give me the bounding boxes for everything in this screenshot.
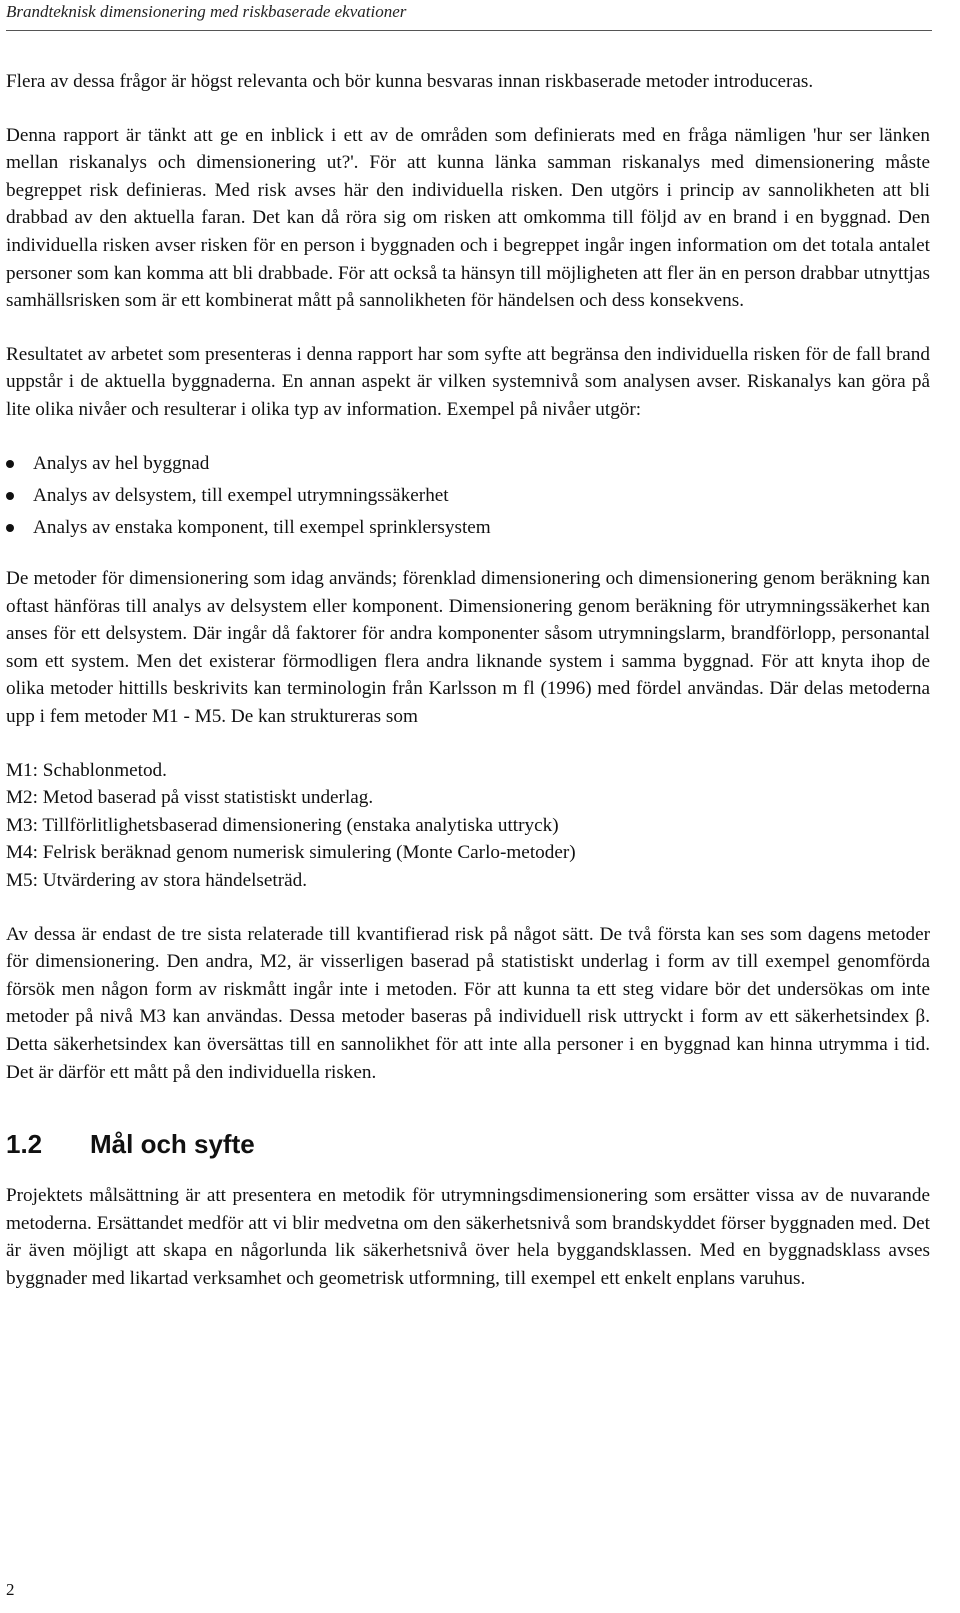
- document-body: [6, 68, 930, 1319]
- paragraph-project-goal: Projektets målsättning är att presentera en metodik för utrymningsdimensionering som ersätter vissa av de nuvarande metoderna. Ersättandet medför att vi blir medvetna om den säkerhetsnivå som brandskyddet förser byggnaden med. Det är även möjligt att skapa en någorlunda lik säkerhetsnivå över hela byggandsklassen. Med en byggnadsklass avses byggnader med likartad verksamhet och geometrisk utformning, till exempel ett enkelt enplans varuhus.: [6, 1185, 930, 1289]
- header-divider: [6, 30, 932, 31]
- method-item: M1: Schablonmetod.: [6, 759, 167, 781]
- list-item-text: Analys av delsystem, till exempel utrymningssäkerhet: [33, 484, 449, 506]
- section-number: 1.2: [6, 1129, 43, 1160]
- list-item: [6, 450, 930, 478]
- bullet-icon: [6, 492, 14, 500]
- page-number: 2: [6, 1580, 15, 1599]
- method-item: M2: Metod baserad på visst statistiskt underlag.: [6, 787, 374, 809]
- list-item: [6, 514, 930, 542]
- method-item: M5: Utvärdering av stora händelseträd.: [6, 870, 308, 892]
- bullet-icon: [6, 460, 14, 468]
- paragraph-system-levels: Resultatet av arbetet som presenteras i denna rapport har som syfte att begränsa den individuella risken för de fall brand uppstår i de aktuella byggnaderna. En annan aspekt är vilken systemnivå som analysen avser. Riskanalys kan göra på lite olika nivåer och resulterar i olika typ av information. Exempel på nivåer utgör:: [6, 343, 930, 420]
- method-item: M3: Tillförlitlighetsbaserad dimensionering (enstaka analytiska uttryck): [6, 814, 559, 836]
- paragraph-quantified-risk: Av dessa är endast de tre sista relaterade till kvantifierad risk på något sätt. De två första kan ses som dagens metoder för dimensionering. Den andra, M2, är visserligen baserad på statistiskt underlag i form av till exempel genomförda försök men någon form av riskmått ingår inte i metoden. För att kunna ta ett steg vidare bör det undersökas om inte metoder på nivå M3 kan användas. Dessa metoder baseras på individuell risk uttryckt i form av ett säkerhetsindex β. Detta säkerhetsindex kan översättas till en sannolikhet för att inte alla personer i en byggnad kan hinna utrymma i tid. Det är därför ett mått på den individuella risken.: [6, 923, 930, 1083]
- method-list: [6, 757, 930, 895]
- list-item-text: Analys av enstaka komponent, till exempel sprinklersystem: [33, 516, 491, 538]
- method-item: M4: Felrisk beräknad genom numerisk simulering (Monte Carlo-metoder): [6, 842, 576, 864]
- section-heading: [6, 1128, 930, 1160]
- list-item-text: Analys av hel byggnad: [33, 452, 210, 474]
- list-item: [6, 482, 930, 510]
- running-header: Brandteknisk dimensionering med riskbaserade ekvationer: [6, 2, 407, 21]
- paragraph-risk-definition: Denna rapport är tänkt att ge en inblick i ett av de områden som definierats med en fråga nämligen 'hur ser länken mellan riskanalys och dimensionering ut?'. För att kunna länka samman riskanalys med dimensionering måste begreppet risk definieras. Med risk avses här den individuella risken. Den utgörs i princip av sannolikheten att bli drabbad av den aktuella faran. Det kan då röra sig om risken att omkomma till följd av en brand i en byggnad. Den individuella risken avser risken för en person i byggnaden och i begreppet ingår ingen information om det totala antalet personer som kan komma att bli drabbade. För att också ta hänsyn till möjligheten att fler än en person drabbar utnyttjas samhällsrisken som är ett kombinerat mått på sannolikheten för händelsen och dess konsekvens.: [6, 124, 930, 312]
- paragraph-intro: Flera av dessa frågor är högst relevanta och bör kunna besvaras innan riskbaserade metoder introduceras.: [6, 71, 814, 92]
- paragraph-dimensioning-methods: De metoder för dimensionering som idag används; förenklad dimensionering och dimensionering genom beräkning kan oftast hänföras till analys av delsystem eller komponent. Dimensionering genom beräkning för utrymningssäkerhet kan anses för ett delsystem. Där ingår då faktorer för andra komponenter såsom utrymningslarm, brandförlopp, personantal som ett system. Men det existerar förmodligen flera andra liknande system i samma byggnad. För att knyta ihop de olika metoder hittills beskrivits kan terminologin från Karlsson m fl (1996) med fördel användas. Där delas metoderna upp i fem metoder M1 - M5. De kan struktureras som: [6, 568, 930, 728]
- analysis-level-list: [6, 450, 930, 542]
- section-title: Mål och syfte: [90, 1129, 255, 1160]
- bullet-icon: [6, 524, 14, 532]
